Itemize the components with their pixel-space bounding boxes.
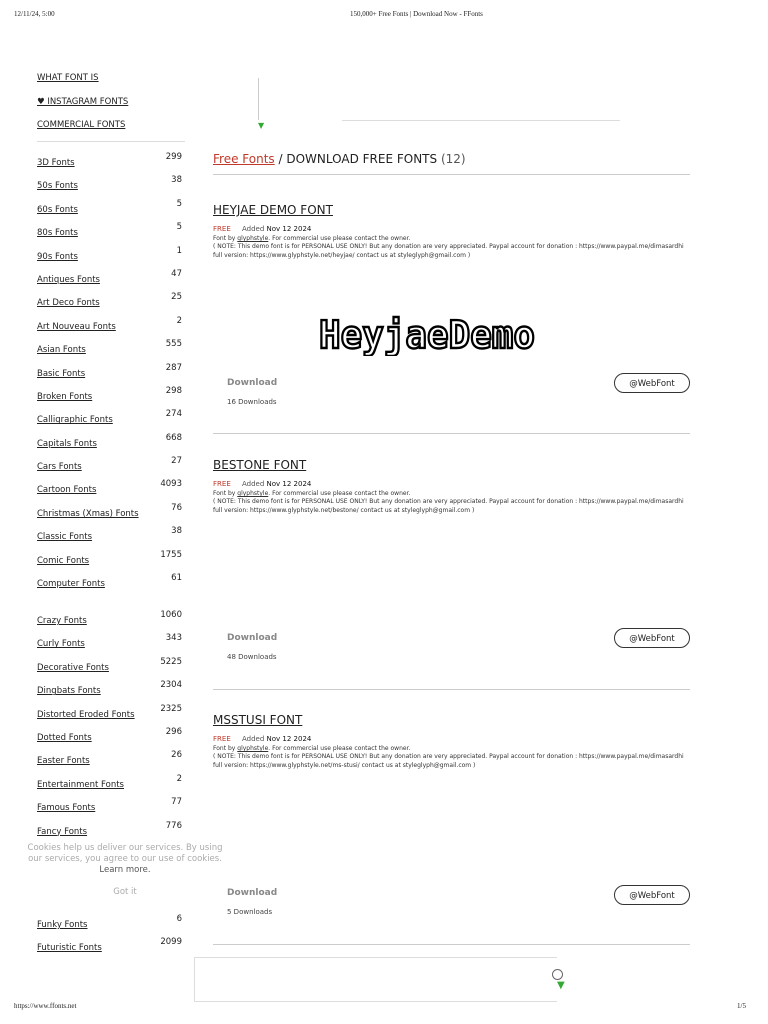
category-name[interactable]: Calligraphic Fonts bbox=[37, 415, 113, 426]
category-name[interactable]: 80s Fonts bbox=[37, 228, 78, 239]
category-item[interactable] bbox=[37, 456, 182, 479]
category-item[interactable] bbox=[37, 633, 182, 656]
download-link[interactable]: Download bbox=[227, 888, 278, 898]
category-count: 2099 bbox=[160, 937, 182, 948]
top-links bbox=[37, 72, 128, 143]
category-item[interactable] bbox=[37, 246, 182, 269]
added-date: Nov 12 2024 bbox=[266, 735, 312, 743]
category-name[interactable]: Easter Fonts bbox=[37, 756, 90, 767]
category-count: 296 bbox=[165, 726, 182, 737]
category-item[interactable] bbox=[37, 433, 182, 456]
category-name[interactable]: Futuristic Fonts bbox=[37, 943, 102, 954]
download-count: 5 Downloads bbox=[227, 908, 273, 916]
category-item[interactable] bbox=[37, 386, 182, 409]
font-title-link[interactable]: BESTONE FONT bbox=[213, 458, 307, 472]
breadcrumb bbox=[213, 152, 466, 166]
divider bbox=[213, 433, 690, 434]
category-name[interactable]: Famous Fonts bbox=[37, 803, 96, 814]
category-item[interactable] bbox=[37, 797, 182, 820]
category-name[interactable]: Entertainment Fonts bbox=[37, 779, 124, 790]
ad-choices-icon[interactable]: ▼ bbox=[258, 121, 265, 130]
category-name[interactable]: Comic Fonts bbox=[37, 555, 90, 566]
category-item[interactable] bbox=[37, 316, 182, 339]
font-preview[interactable] bbox=[319, 314, 539, 356]
author-link[interactable]: glyphstyle bbox=[237, 745, 269, 752]
category-item[interactable] bbox=[37, 479, 182, 502]
category-item[interactable] bbox=[37, 526, 182, 549]
category-count: 77 bbox=[171, 797, 182, 808]
category-name[interactable]: 50s Fonts bbox=[37, 181, 78, 192]
category-name[interactable]: Cars Fonts bbox=[37, 462, 82, 473]
font-meta bbox=[213, 480, 690, 488]
category-item[interactable] bbox=[37, 152, 182, 175]
font-card bbox=[213, 199, 690, 419]
category-item[interactable] bbox=[37, 750, 182, 773]
free-badge: FREE bbox=[213, 735, 231, 743]
category-count: 5 bbox=[176, 198, 182, 209]
sidebar-divider bbox=[37, 141, 185, 142]
category-count: 668 bbox=[165, 432, 182, 443]
category-count: 298 bbox=[165, 385, 182, 396]
category-item[interactable] bbox=[37, 503, 182, 526]
category-name[interactable]: Art Nouveau Fonts bbox=[37, 321, 116, 332]
category-list bbox=[37, 152, 182, 596]
category-count: 38 bbox=[171, 175, 182, 186]
instagram-fonts-link[interactable]: ♥ INSTAGRAM FONTS bbox=[37, 96, 129, 107]
free-fonts-link[interactable]: Free Fonts bbox=[213, 152, 275, 166]
category-item[interactable] bbox=[37, 704, 182, 727]
category-count: 47 bbox=[171, 268, 182, 279]
category-list bbox=[37, 914, 182, 961]
category-item[interactable] bbox=[37, 550, 182, 573]
font-title-link[interactable]: HEYJAE DEMO FONT bbox=[213, 203, 333, 217]
category-count: 61 bbox=[171, 573, 182, 584]
download-count: 48 Downloads bbox=[227, 653, 277, 661]
category-name[interactable]: Funky Fonts bbox=[37, 920, 88, 930]
learn-more-link[interactable]: Learn more. bbox=[99, 865, 151, 875]
font-note: ( NOTE: This demo font is for PERSONAL USE ONLY! But any donation are very appreciated. Paypal account for donation : https://www.paypal.me/dimasardhi full version: https://www.glyphstyle.net/ms-stusi/ contact us at styleglyph@gmail.com ) bbox=[213, 753, 684, 769]
print-title: 150,000+ Free Fonts | Download Now - FFonts bbox=[350, 10, 483, 18]
category-item[interactable] bbox=[37, 199, 182, 222]
category-item[interactable] bbox=[37, 573, 182, 596]
category-item[interactable] bbox=[37, 680, 182, 703]
font-title-link[interactable]: MSSTUSI FONT bbox=[213, 713, 303, 727]
added-label: Added bbox=[241, 480, 265, 488]
category-count: 1755 bbox=[160, 549, 182, 560]
author-prefix: Font by bbox=[213, 745, 236, 752]
download-link[interactable]: Download bbox=[227, 633, 278, 643]
page-title: DOWNLOAD FREE FONTS bbox=[286, 152, 438, 166]
category-name[interactable]: Antiques Fonts bbox=[37, 274, 100, 285]
category-count: 76 bbox=[171, 502, 182, 513]
category-name[interactable]: Distorted Eroded Fonts bbox=[37, 709, 135, 720]
category-count: 1 bbox=[176, 245, 182, 256]
category-item[interactable] bbox=[37, 821, 182, 844]
category-item[interactable] bbox=[37, 610, 182, 633]
webfont-button[interactable]: @WebFont bbox=[614, 885, 690, 905]
author-prefix: Font by bbox=[213, 235, 236, 242]
print-datetime: 12/11/24, 5:00 bbox=[14, 10, 55, 18]
category-item[interactable] bbox=[37, 937, 182, 960]
top-ad-slot[interactable] bbox=[258, 78, 620, 130]
category-name[interactable]: Cartoon Fonts bbox=[37, 485, 97, 496]
category-item[interactable] bbox=[37, 657, 182, 680]
category-count: 2 bbox=[176, 315, 182, 326]
category-name[interactable]: Dingbats Fonts bbox=[37, 686, 101, 697]
category-name[interactable]: Fancy Fonts bbox=[37, 826, 88, 837]
category-count: 274 bbox=[165, 409, 182, 420]
category-name[interactable]: Crazy Fonts bbox=[37, 616, 87, 626]
category-item[interactable] bbox=[37, 222, 182, 245]
divider bbox=[213, 944, 690, 945]
category-count: 38 bbox=[171, 526, 182, 537]
category-count: 5225 bbox=[160, 656, 182, 667]
ad-choices-icon[interactable]: ▼ bbox=[557, 980, 565, 991]
category-name[interactable]: Computer Fonts bbox=[37, 579, 105, 590]
category-item[interactable] bbox=[37, 292, 182, 315]
font-author-line bbox=[213, 745, 690, 752]
category-count: 2 bbox=[176, 773, 182, 784]
category-name[interactable]: 3D Fonts bbox=[37, 158, 75, 168]
ad-info-icon[interactable] bbox=[552, 969, 563, 980]
font-card bbox=[213, 454, 690, 674]
category-name[interactable]: Capitals Fonts bbox=[37, 438, 97, 449]
category-count: 26 bbox=[171, 750, 182, 761]
author-suffix: . For commercial use please contact the owner. bbox=[268, 235, 411, 242]
category-item[interactable] bbox=[37, 409, 182, 432]
divider bbox=[213, 689, 690, 690]
category-count: 2325 bbox=[160, 703, 182, 714]
added-date: Nov 12 2024 bbox=[266, 480, 312, 488]
font-meta bbox=[213, 225, 690, 233]
category-item[interactable] bbox=[37, 774, 182, 797]
font-meta bbox=[213, 735, 690, 743]
category-count: 287 bbox=[165, 362, 182, 373]
category-name[interactable]: Art Deco Fonts bbox=[37, 298, 100, 309]
free-badge: FREE bbox=[213, 480, 231, 488]
author-link[interactable]: glyphstyle bbox=[237, 235, 269, 242]
category-item[interactable] bbox=[37, 269, 182, 292]
print-page-number: 1/5 bbox=[737, 1002, 746, 1010]
category-name[interactable]: Dotted Fonts bbox=[37, 732, 92, 743]
category-name[interactable]: Decorative Fonts bbox=[37, 662, 109, 673]
what-font-is-link[interactable]: WHAT FONT IS bbox=[37, 73, 99, 83]
category-count: 2304 bbox=[160, 680, 182, 691]
category-item[interactable] bbox=[37, 727, 182, 750]
category-name[interactable]: 90s Fonts bbox=[37, 251, 78, 262]
font-preview-text: HeyjaeDemo bbox=[319, 314, 535, 356]
category-count: 1060 bbox=[160, 610, 182, 620]
category-name[interactable]: Broken Fonts bbox=[37, 391, 93, 402]
author-suffix: . For commercial use please contact the owner. bbox=[268, 490, 411, 497]
free-badge: FREE bbox=[213, 225, 231, 233]
category-name[interactable]: Christmas (Xmas) Fonts bbox=[37, 508, 139, 519]
category-list bbox=[37, 610, 182, 844]
category-item[interactable] bbox=[37, 175, 182, 198]
category-count: 4093 bbox=[160, 479, 182, 490]
category-count: 776 bbox=[165, 820, 182, 831]
divider bbox=[213, 174, 690, 175]
webfont-button[interactable]: @WebFont bbox=[614, 628, 690, 648]
category-name[interactable]: 60s Fonts bbox=[37, 204, 78, 215]
bottom-ad-slot[interactable] bbox=[194, 957, 565, 1002]
result-count: (12) bbox=[440, 152, 466, 166]
category-count: 6 bbox=[176, 914, 182, 924]
commercial-fonts-link[interactable]: COMMERCIAL FONTS bbox=[37, 120, 126, 130]
font-author-line bbox=[213, 490, 690, 497]
ad-border bbox=[342, 120, 620, 121]
font-note: ( NOTE: This demo font is for PERSONAL USE ONLY! But any donation are very appreciated. Paypal account for donation : https://www.paypal.me/dimasardhi full version: https://www.glyphstyle.net/bestone/ contact us at styleglyph@gmail.com ) bbox=[213, 498, 684, 514]
font-note: ( NOTE: This demo font is for PERSONAL USE ONLY! But any donation are very appreciated. Paypal account for donation : https://www.paypal.me/dimasardhi full version: https://www.glyphstyle.net/heyjae/ contact us at styleglyph@gmail.com ) bbox=[213, 243, 684, 259]
added-date: Nov 12 2024 bbox=[266, 225, 312, 233]
category-count: 25 bbox=[171, 292, 182, 303]
ad-border bbox=[258, 78, 259, 120]
download-link[interactable]: Download bbox=[227, 378, 278, 388]
webfont-button[interactable]: @WebFont bbox=[614, 373, 690, 393]
category-item[interactable] bbox=[37, 914, 182, 937]
category-name[interactable]: Basic Fonts bbox=[37, 368, 86, 379]
category-count: 5 bbox=[176, 222, 182, 233]
category-item[interactable] bbox=[37, 363, 182, 386]
cookie-text-line2: our services, you agree to our use of cookies. bbox=[28, 854, 222, 864]
category-name[interactable]: Classic Fonts bbox=[37, 532, 93, 543]
print-url: https://www.ffonts.net bbox=[14, 1002, 77, 1010]
category-count: 343 bbox=[165, 633, 182, 644]
author-link[interactable]: glyphstyle bbox=[237, 490, 269, 497]
author-prefix: Font by bbox=[213, 490, 236, 497]
category-item[interactable] bbox=[37, 339, 182, 362]
cookie-notice bbox=[25, 843, 225, 898]
download-count: 16 Downloads bbox=[227, 398, 277, 406]
category-count: 299 bbox=[165, 152, 182, 162]
category-name[interactable]: Curly Fonts bbox=[37, 639, 85, 650]
breadcrumb-separator: / bbox=[274, 152, 287, 166]
font-author-line bbox=[213, 235, 690, 242]
font-card bbox=[213, 709, 690, 929]
added-label: Added bbox=[241, 225, 265, 233]
category-name[interactable]: Asian Fonts bbox=[37, 345, 86, 356]
got-it-button[interactable]: Got it bbox=[113, 887, 137, 897]
cookie-text-line1: Cookies help us deliver our services. By using bbox=[27, 843, 223, 853]
category-count: 27 bbox=[171, 456, 182, 467]
category-count: 555 bbox=[165, 339, 182, 350]
added-label: Added bbox=[241, 735, 265, 743]
author-suffix: . For commercial use please contact the owner. bbox=[268, 745, 411, 752]
